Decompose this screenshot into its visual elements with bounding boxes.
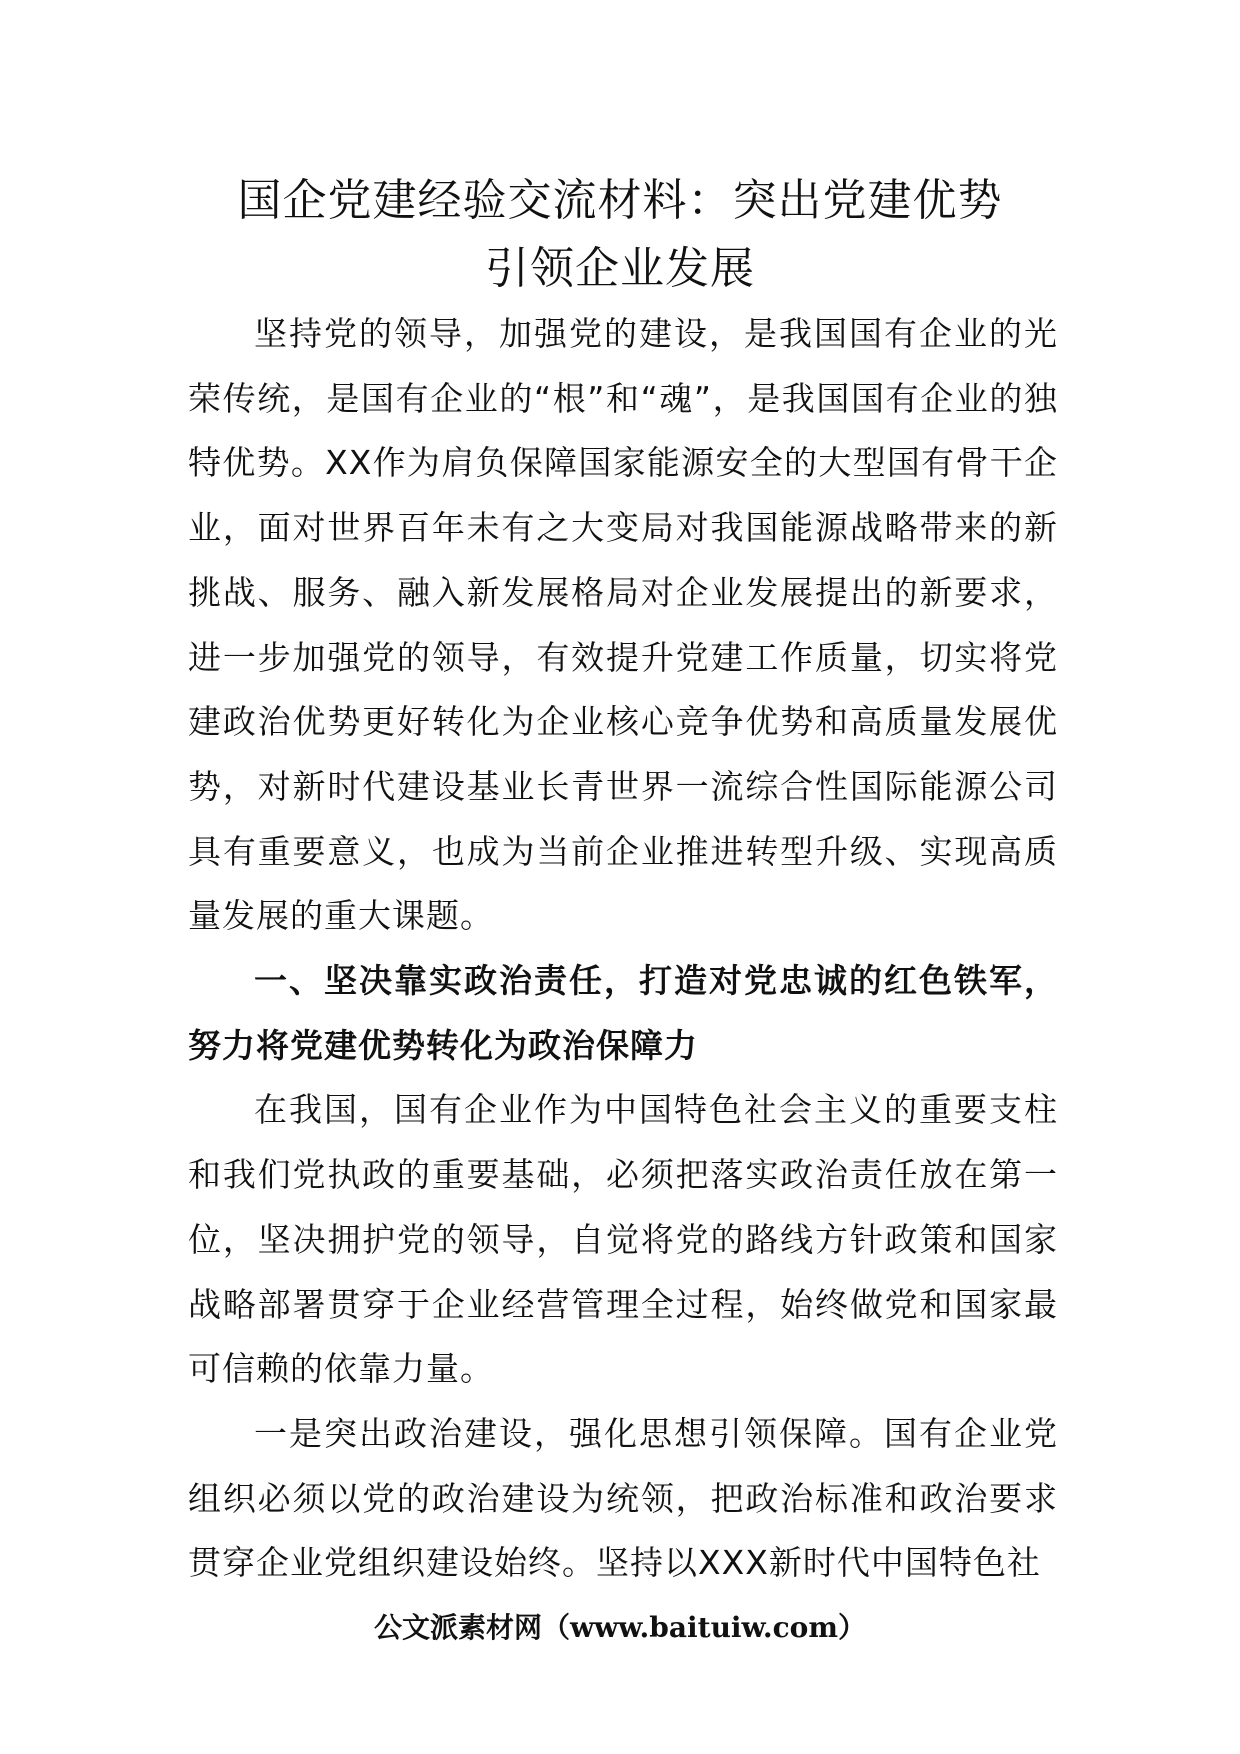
document-title-line-1: 国企党建经验交流材料：突出党建优势 (237, 175, 1003, 226)
paragraph-section-1: 在我国，国有企业作为中国特色社会主义的重要支柱和我们党执政的重要基础，必须把落实政治责任放在第一位，坚决拥护党的领导，自觉将党的路线方针政策和国家战略部署贯穿于企业经营管理全过程，始终做党和国家最可信赖的依靠力量。 (188, 1090, 1058, 1389)
document-body (188, 302, 1058, 1596)
section-heading-1: 一、坚决靠实政治责任，打造对党忠诚的红色铁军，努力将党建优势转化为政治保障力 (188, 961, 1058, 1065)
paragraph-point-1: 一是突出政治建设，强化思想引领保障。国有企业党组织必须以党的政治建设为统领，把政治标准和政治要求贯穿企业党组织建设始终。坚持以XXX新时代中国特色社 (188, 1413, 1058, 1583)
paragraph-intro: 坚持党的领导，加强党的建设，是我国国有企业的光荣传统，是国有企业的“根”和“魂”，是我国国有企业的独特优势。XX作为肩负保障国家能源安全的大型国有骨干企业，面对世界百年未有之大变局对我国能源战略带来的新挑战、服务、融入新发展格局对企业发展提出的新要求，进一步加强党的领导，有效提升党建工作质量，切实将党建政治优势更好转化为企业核心竞争优势和高质量发展优势，对新时代建设基业长青世界一流综合性国际能源公司具有重要意义，也成为当前企业推进转型升级、实现高质量发展的重大课题。 (188, 314, 1058, 936)
footer-watermark: 公文派素材网（www.baituiw.com） (374, 1611, 866, 1644)
document-title-line-2: 引领企业发展 (485, 243, 755, 294)
